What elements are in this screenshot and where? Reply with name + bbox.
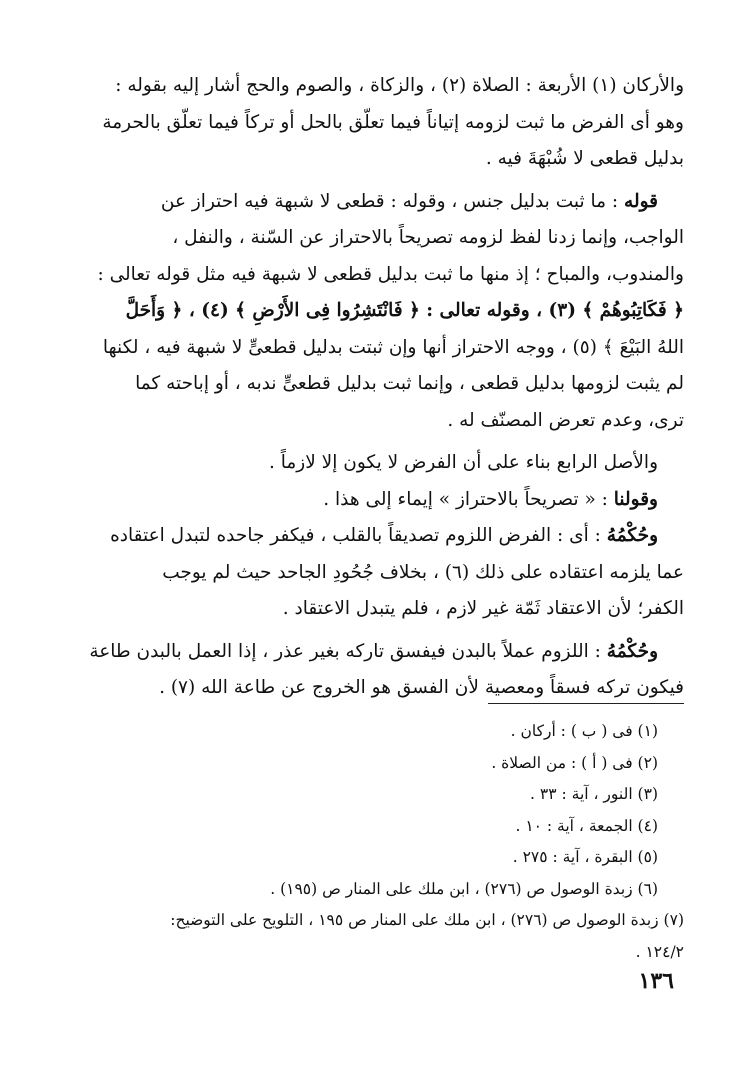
footnotes — [64, 716, 684, 968]
text-line: الواجب، وإنما زدنا لفظ لزومه تصريحاً بالاحتراز عن السّنة ، والنفل ، — [172, 227, 684, 248]
paragraph-ruling-action — [64, 634, 684, 707]
page-number: ١٣٦ — [638, 968, 674, 994]
paragraph-pillars — [64, 68, 684, 178]
paragraph-fourth-principle — [64, 445, 684, 482]
text-line: لم يثبت لزومها بدليل قطعى ، وإنما ثبت بدليل قطعىٍّ ندبه ، أو إباحته كما — [135, 373, 684, 394]
text-line: ﴿ فَكَاتِبُوهُمْ ﴾ (٣) ، وقوله تعالى : ﴿ فَانْتَشِرُوا فِى الأَرْضِ ﴾ (٤) ، ﴿ وَأَحَلَّ — [125, 300, 684, 321]
footnote: (٣) النور ، آية : ٣٣ . — [530, 785, 658, 803]
paragraph-explanation — [64, 184, 684, 440]
footnote: (٦) زبدة الوصول ص (٢٧٦) ، ابن ملك على المنار ص (١٩٥) . — [270, 879, 658, 898]
text-line: بدليل قطعى لا شُبْهَةَ فيه . — [485, 148, 684, 169]
lead-word: وقولنا — [613, 488, 658, 510]
lead-word: وحُكْمُهُ — [606, 525, 658, 546]
main-text — [64, 68, 684, 707]
text-line: والأركان (١) الأربعة : الصلاة (٢) ، والزكاة ، والصوم والحج أشار إليه بقوله : — [115, 75, 684, 96]
paragraph-our-saying — [64, 482, 684, 519]
text-line: الكفر؛ لأن الاعتقاد ثَمّة غير لازم ، فلم يتبدل الاعتقاد . — [282, 598, 684, 619]
lead-word: قوله — [624, 190, 658, 212]
footnote-separator — [488, 703, 684, 704]
text-line: : أى : الفرض اللزوم تصديقاً بالقلب ، فيكفر جاحده لتبدل اعتقاده — [110, 525, 607, 546]
lead-word: وحُكْمُهُ — [606, 640, 658, 662]
text-line: : « تصريحاً بالاحتراز » إيماء إلى هذا . — [323, 488, 614, 510]
text-line: : ما ثبت بدليل جنس ، وقوله : قطعى لا شبهة فيه احتراز عن — [160, 190, 625, 212]
text-line: اللهُ البَيْعَ ﴾ (٥) ، ووجه الاحتراز أنها وإن ثبتت بدليل قطعىٍّ لا شبهة فيه ، لكنها — [102, 336, 684, 358]
footnote: (٥) البقرة ، آية : ٢٧٥ . — [512, 848, 658, 866]
text-line: والأصل الرابع بناء على أن الفرض لا يكون إلا لازماً . — [268, 452, 658, 473]
text-line: وهو أى الفرض ما ثبت لزومه إتياناً فيما تعلّق بالحل أو تركاً فيما تعلّق بالحرمة — [102, 111, 684, 133]
paragraph-ruling-belief — [64, 518, 684, 628]
text-line: فيكون تركه فسقاً ومعصية لأن الفسق هو الخروج عن طاعة الله (٧) . — [159, 677, 684, 698]
text-line: عما يلزمه اعتقاده على ذلك (٦) ، بخلاف جُحُودِ الجاحد حيث لم يوجب — [162, 561, 684, 583]
footnote-continuation: ١٢٤/٢ . — [635, 942, 684, 961]
text-line: ترى، وعدم تعرض المصنّف له . — [447, 409, 684, 431]
footnote: (٢) فى ( أ ) : من الصلاة . — [491, 753, 658, 772]
text-line: والمندوب، والمباح ؛ إذ منها ما ثبت بدليل قطعى لا شبهة فيه مثل قوله تعالى : — [97, 263, 684, 285]
text-line: : اللزوم عملاً بالبدن فيفسق تاركه بغير عذر ، إذا العمل بالبدن طاعة — [89, 640, 607, 662]
footnote: (١) فى ( ب ) : أركان . — [510, 722, 658, 740]
footnote: (٤) الجمعة ، آية : ١٠ . — [515, 816, 658, 835]
footnote: (٧) زبدة الوصول ص (٢٧٦) ، ابن ملك على المنار ص ١٩٥ ، التلويح على التوضيح: — [170, 911, 684, 929]
